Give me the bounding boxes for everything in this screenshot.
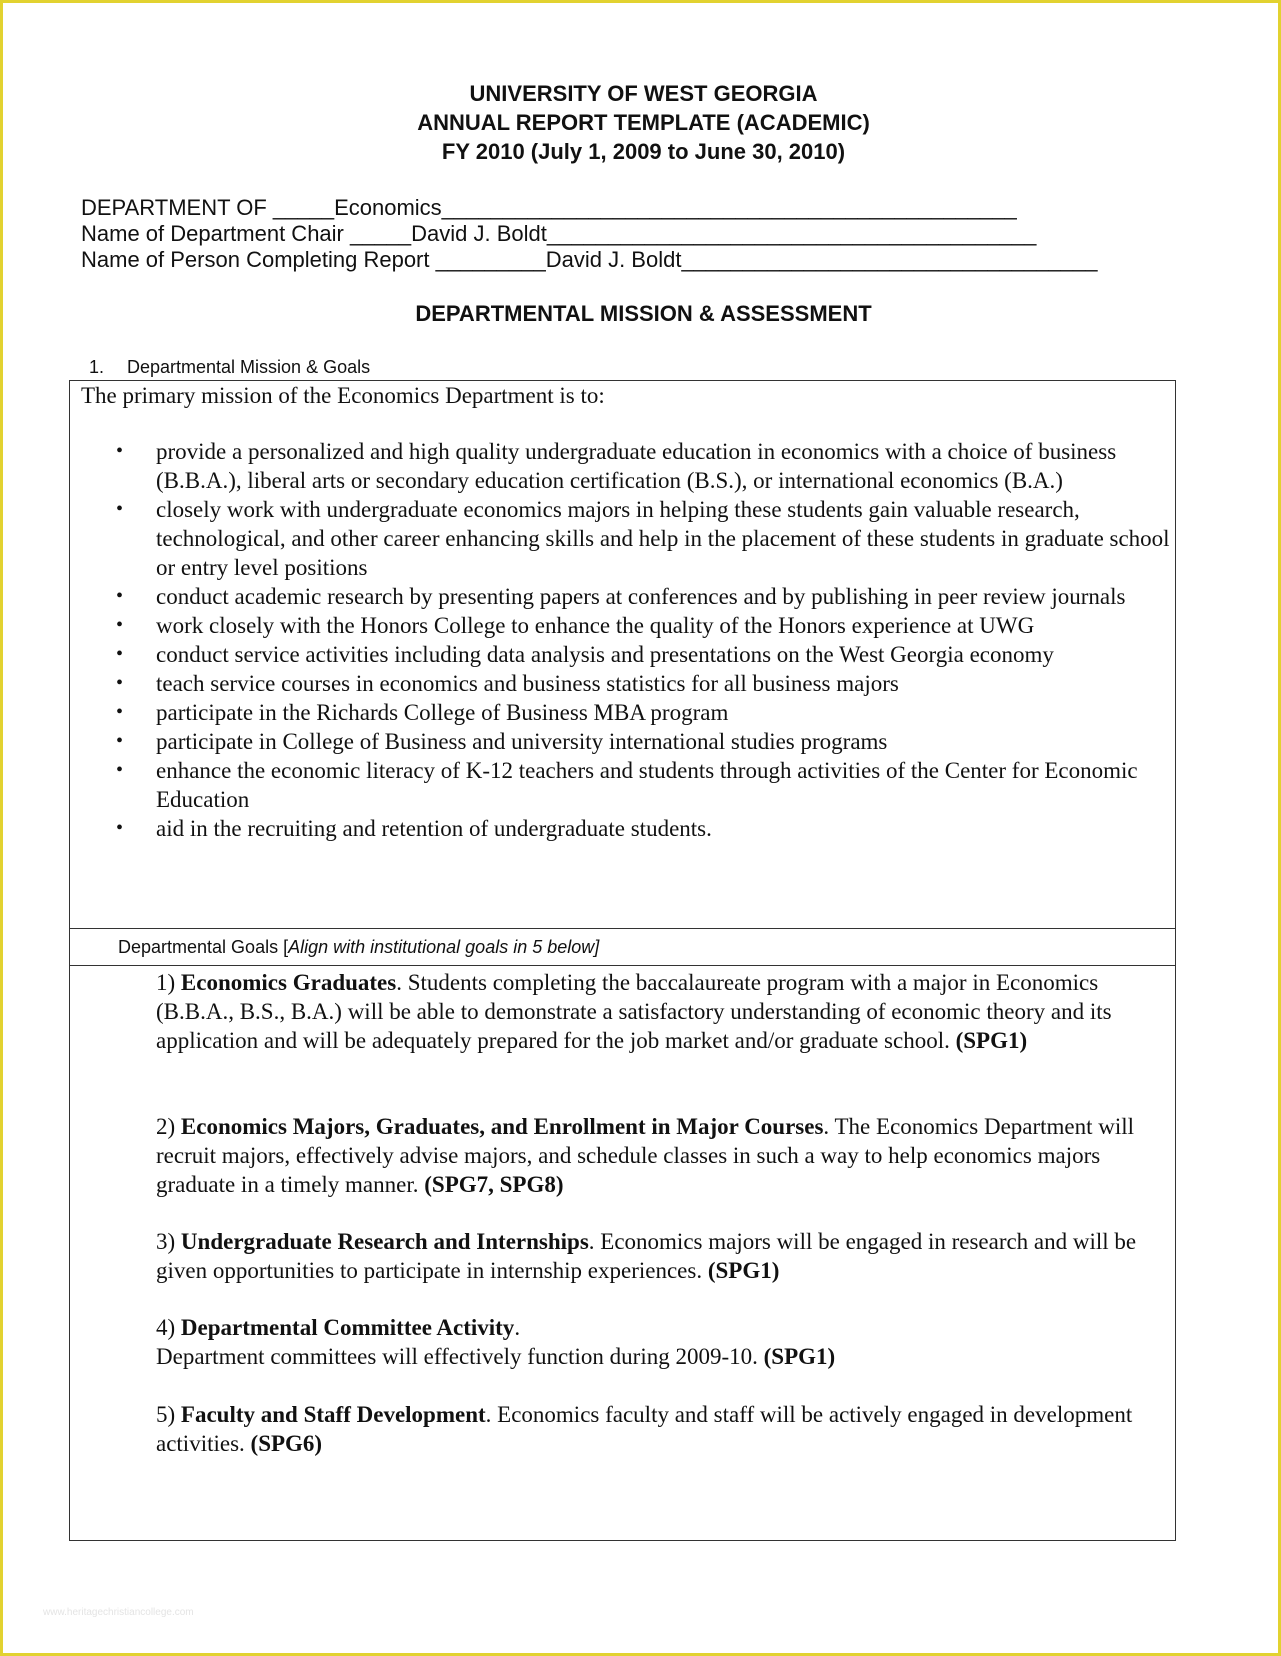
bullet-icon: • — [116, 672, 124, 694]
list-item: • conduct service activities including data analysis and presentations on the West Georgia economy — [116, 642, 1054, 667]
mission-list — [70, 437, 1170, 843]
goals-header: Departmental Goals [Align with institutional goals in 5 below] — [118, 937, 600, 957]
bullet-icon: • — [116, 817, 124, 839]
goal-item-5: 5) Faculty and Staff Development. Economics faculty and staff will be actively engaged in development activities. (SPG6) — [156, 1402, 1133, 1456]
bullet-icon: • — [116, 614, 124, 636]
mission-goals-number: 1. — [89, 357, 105, 377]
list-item: • work closely with the Honors College to enhance the quality of the Honors experience at UWG — [116, 613, 1035, 638]
goal-spg: (SPG1) — [763, 1344, 836, 1369]
report-title — [3, 79, 1281, 166]
department-chair-line: Name of Department Chair _____David J. Boldt________________________________________ — [81, 221, 1037, 246]
list-item: • participate in the Richards College of Business MBA program — [116, 700, 729, 725]
goal-title: Economics Majors, Graduates, and Enrollment in Major Courses — [180, 1114, 824, 1139]
goals-header-row — [70, 929, 1175, 966]
bullet-icon: • — [116, 498, 124, 520]
goal-title: Economics Graduates — [180, 970, 397, 995]
goal-spg: (SPG6) — [250, 1431, 323, 1456]
title-university: UNIVERSITY OF WEST GEORGIA — [469, 81, 818, 106]
goal-spg: (SPG1) — [707, 1258, 780, 1283]
list-item: • conduct academic research by presenting papers at conferences and by publishing in peer review journals — [116, 584, 1126, 609]
bullet-icon: • — [116, 440, 124, 462]
goal-item-2: 2) Economics Majors, Graduates, and Enrollment in Major Courses. The Economics Department will recruit majors, effectively advise majors, and schedule classes in such a way to help economics majors graduate in a timely manner. (SPG7, SPG8) — [156, 1114, 1135, 1197]
list-item: • aid in the recruiting and retention of undergraduate students. — [116, 816, 712, 841]
bullet-icon: • — [116, 701, 124, 723]
title-report-template: ANNUAL REPORT TEMPLATE (ACADEMIC) — [417, 110, 870, 135]
goal-item-1: 1) Economics Graduates. Students completing the baccalaureate program with a major in Economics (B.B.A., B.S., B.A.) will be able to demonstrate a satisfactory understanding of economic theory and its application and will be adequately prepared for the job market and/or graduate school. (SPG1) — [156, 970, 1112, 1053]
goal-item-3: 3) Undergraduate Research and Internships. Economics majors will be engaged in research and will be given opportunities to participate in internship experiences. (SPG1) — [156, 1229, 1137, 1283]
watermark: www.heritagechristiancollege.com — [43, 1607, 194, 1618]
list-item: • closely work with undergraduate economics majors in helping these students gain valuable research, technological, and other career enhancing skills and help in the placement of these students in graduate school or entry level positions — [116, 497, 1170, 580]
mission-section — [70, 381, 1175, 929]
section-title: DEPARTMENTAL MISSION & ASSESSMENT — [415, 301, 872, 326]
report-completer-line: Name of Person Completing Report _________David J. Boldt__________________________________ — [81, 247, 1098, 272]
list-item: • provide a personalized and high quality undergraduate education in economics with a choice of business (B.B.A.), liberal arts or secondary education certification (B.S.), or international economics (B.A.) — [116, 439, 1117, 493]
mission-goals-label: Departmental Mission & Goals — [127, 357, 371, 377]
bullet-icon: • — [116, 759, 124, 781]
report-info — [81, 195, 1097, 273]
goal-title: Undergraduate Research and Internships — [180, 1229, 589, 1254]
mission-goals-table — [69, 380, 1176, 1541]
list-item: • teach service courses in economics and business statistics for all business majors — [116, 671, 899, 696]
mission-goals-heading — [89, 357, 370, 378]
list-item: • enhance the economic literacy of K-12 teachers and students through activities of the Center for Economic Education — [116, 758, 1138, 812]
mission-intro: The primary mission of the Economics Department is to: — [81, 383, 605, 408]
goal-spg: (SPG7, SPG8) — [424, 1172, 564, 1197]
bullet-icon: • — [116, 730, 124, 752]
goal-title: Departmental Committee Activity — [180, 1315, 515, 1340]
title-fiscal-year: FY 2010 (July 1, 2009 to June 30, 2010) — [441, 139, 846, 164]
department-line: DEPARTMENT OF _____Economics_______________________________________________ — [81, 195, 1017, 220]
goal-title: Faculty and Staff Development — [180, 1402, 486, 1427]
bullet-icon: • — [116, 643, 124, 665]
goal-spg: (SPG1) — [955, 1028, 1028, 1053]
goal-item-4: 4) Departmental Committee Activity. Department committees will effectively function during 2009-10. (SPG1) — [156, 1315, 836, 1369]
list-item: • participate in College of Business and university international studies programs — [116, 729, 888, 754]
bullet-icon: • — [116, 585, 124, 607]
